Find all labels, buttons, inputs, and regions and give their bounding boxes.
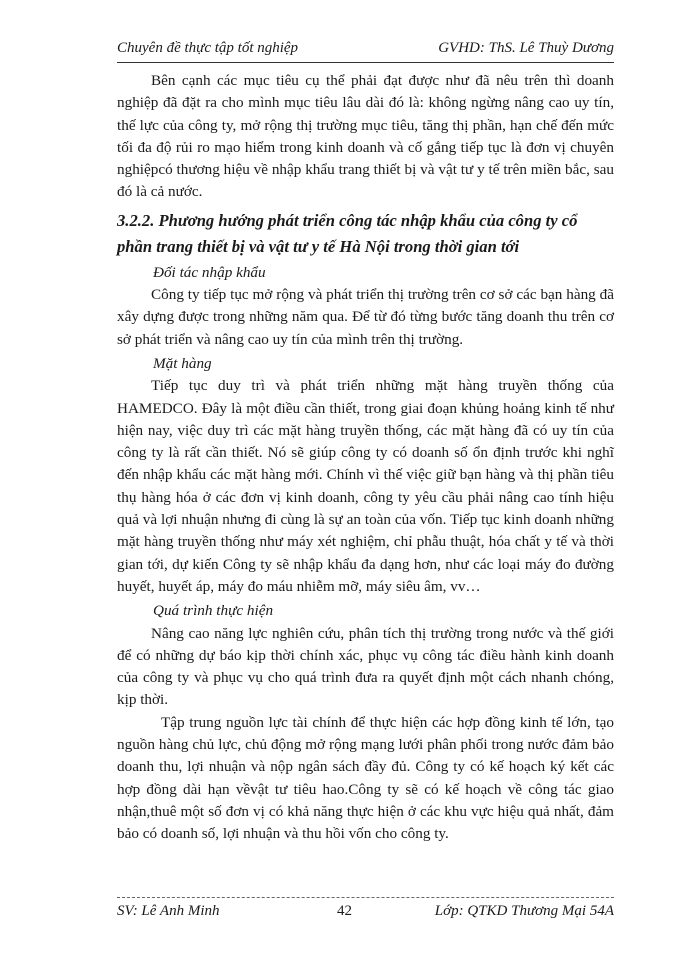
page-body [117, 70, 614, 846]
footer-divider [117, 897, 614, 898]
paragraph-import-partners: Công ty tiếp tục mở rộng và phát triển thị trường trên cơ sở các bạn hàng đã xây dựng được trong những năm qua. Để từ đó từng bước tăng doanh thu trên cơ sở phát triển và nâng cao uy tín của mình trên thị trường. [117, 286, 614, 348]
footer-student: SV: Lê Anh Minh [117, 903, 220, 919]
paragraph-products: Tiếp tục duy trì và phát triển những mặt hàng truyền thống của HAMEDCO. Đây là một điều cần thiết, trong giai đoạn khủng hoảng kinh tế như hiện nay, việc duy trì các mặt hàng truyền thống, các mặt hàng đã có uy tín của công ty là rất cần thiết. Nó sẽ giúp công ty có doanh số ổn định trước khi nghĩ đến nhập khẩu các mặt hàng mới. Chính vì thế việc giữ bạn hàng và thị phần tiêu thụ hàng hóa ở các đơn vị kinh doanh, công ty yêu cầu phải nâng cao tính hiệu quả và lợi nhuận nhưng đi cùng là sự an toàn của vốn. Tiếp tục kinh doanh những mặt hàng truyền thống như máy xét nghiệm, chỉ phẫu thuật, hóa chất y tế và thời gian tới, dự kiến Công ty sẽ nhập khẩu đa dạng hơn, như các loại máy đo đường huyết, huyết áp, máy đo máu nhiễm mỡ, máy siêu âm, vv… [117, 377, 614, 595]
subheading-import-partners: Đối tác nhập khẩu [153, 263, 266, 281]
footer-class: Lớp: QTKD Thương Mại 54A [434, 903, 614, 919]
page-number: 42 [337, 903, 352, 919]
section-heading: 3.2.2. Phương hướng phát triển công tác nhập khẩu của công ty cổ phần trang thiết bị và vật tư y tế Hà Nội trong thời gian tới [117, 210, 578, 256]
paragraph-implementation-2: Tập trung nguồn lực tài chính để thực hiện các hợp đồng kinh tế lớn, tạo nguồn hàng chủ lực, chủ động mở rộng mạng lưới phân phối trong nước đảm bảo doanh thu, lợi nhuận và nộp ngân sách đầy đủ. Công ty có kế hoạch ký kết các hợp đồng dài hạn vềvật tư tiêu hao.Công ty sẽ có kế hoạch về công tác giao nhận,thuê một số đơn vị có khả năng thực hiện ở các khu vực hiệu quả nhất, đảm bảo có doanh số, lợi nhuận và thu hồi vốn cho công ty. [117, 713, 614, 843]
paragraph-implementation-1: Nâng cao năng lực nghiên cứu, phân tích thị trường trong nước và thế giới để có những dự báo kịp thời chính xác, phục vụ công tác điều hành kinh doanh của công ty và phục vụ cho quá trình đưa ra quyết định một cách nhanh chóng, kịp thời. [117, 624, 614, 709]
subheading-products: Mặt hàng [153, 354, 212, 372]
header-divider [117, 62, 614, 63]
intro-paragraph: Bên cạnh các mục tiêu cụ thể phải đạt được như đã nêu trên thì doanh nghiệp đã đặt ra cho mình mục tiêu lâu dài đó là: không ngừng nâng cao uy tín, thế lực của công ty, mở rộng thị trường mục tiêu, tăng thị phần, hạn chế đến mức tối đa độ rủi ro mạo hiểm trong kinh doanh và cố gắng tiếp tục là đơn vị chuyên nghiệpcó thương hiệu về nhập khẩu trang thiết bị và vật tư y tế trên miền bắc, sau đó là cả nước. [117, 72, 614, 201]
page-header [117, 40, 614, 57]
header-title: Chuyên đề thực tập tốt nghiệp [117, 40, 299, 56]
subheading-implementation: Quá trình thực hiện [153, 602, 274, 620]
header-advisor: GVHD: ThS. Lê Thuỳ Dương [438, 40, 614, 56]
